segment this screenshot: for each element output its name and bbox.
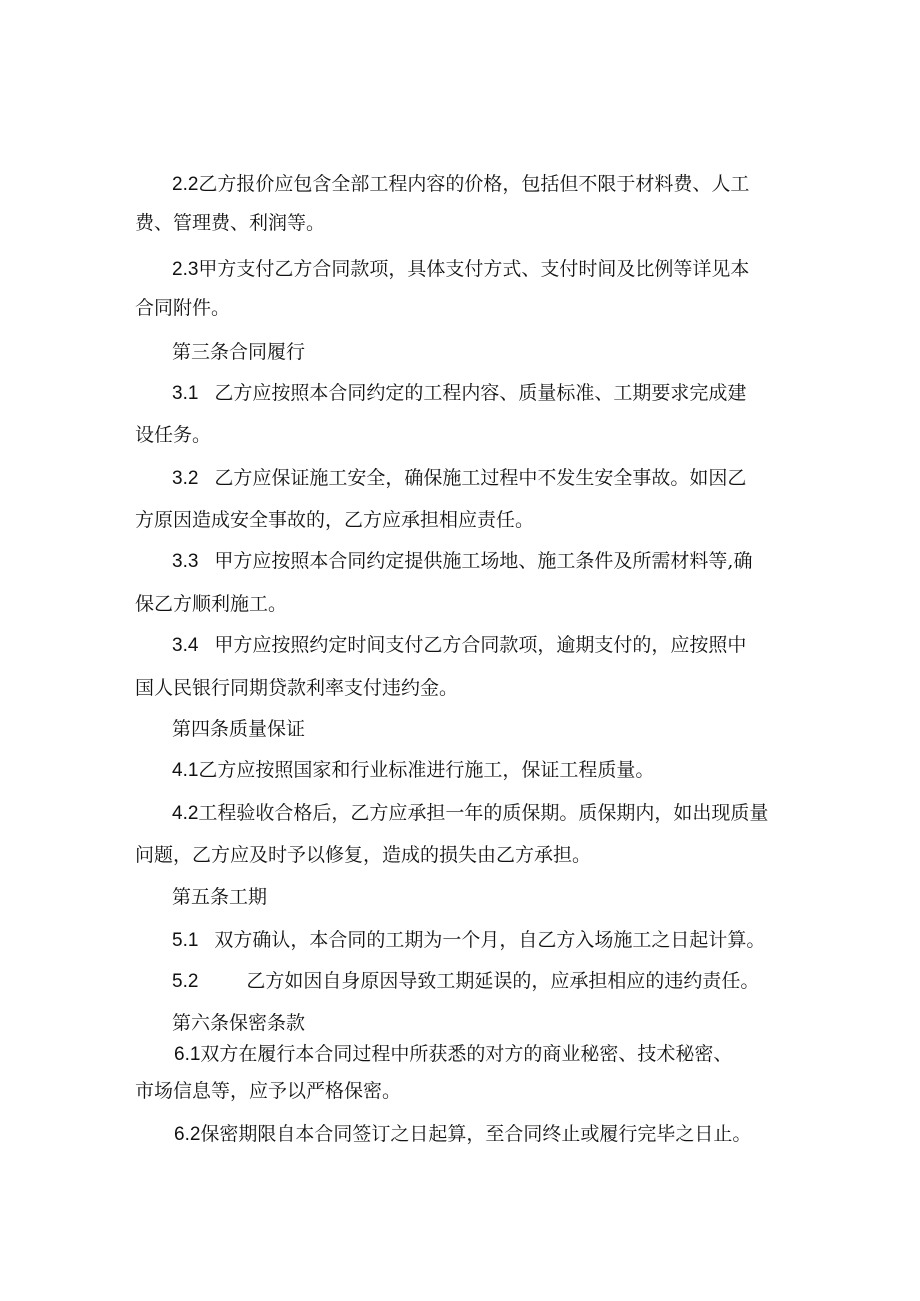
clause-number: 5.1 [172, 930, 199, 951]
clause-text: 乙方报价应包含全部工程内容的价格，包括但不限于材料费、人工 [198, 173, 750, 195]
clause-6-1-line-2: 市场信息等，应予以严格保密。 [135, 1080, 402, 1102]
clause-number: 3.1 [172, 383, 199, 404]
clause-4-2-line-1 [172, 801, 768, 826]
clause-3-4-line-1 [172, 633, 746, 658]
clause-2-2-line-1 [172, 172, 749, 197]
clause-number: 6.2 [174, 1124, 201, 1145]
clause-text: 乙方应按照本合同约定的工程内容、质量标准、工期要求完成建 [214, 382, 747, 404]
clause-2-2-line-2: 费、管理费、利润等。 [135, 212, 326, 234]
clause-text: 甲方支付乙方合同款项，具体支付方式、支付时间及比例等详见本 [198, 258, 750, 280]
clause-3-1-line-2: 设任务。 [135, 424, 212, 446]
clause-3-2-line-2: 方原因造成安全事故的，乙方应承担相应责任。 [135, 509, 535, 531]
clause-number: 2.2 [172, 174, 199, 195]
clause-number: 6.1 [174, 1044, 201, 1065]
clause-text: 乙方如因自身原因导致工期延误的，应承担相应的违约责任。 [246, 970, 760, 992]
section-heading-4: 第四条质量保证 [172, 718, 306, 740]
clause-text: 乙方应按照国家和行业标准进行施工，保证工程质量。 [198, 759, 655, 781]
section-heading-6: 第六条保密条款 [172, 1012, 306, 1034]
clause-6-2-line-1 [174, 1122, 751, 1147]
clause-number: 3.4 [172, 635, 199, 656]
clause-5-1-line-1 [172, 928, 765, 953]
clause-3-3-line-2: 保乙方顺利施工。 [135, 593, 288, 615]
clause-text: 工程验收合格后，乙方应承担一年的质保期。质保期内，如出现质量 [198, 802, 769, 824]
clause-number: 4.2 [172, 803, 199, 824]
clause-4-2-line-2: 问题，乙方应及时予以修复，造成的损失由乙方承担。 [135, 844, 592, 866]
clause-number: 5.2 [172, 971, 199, 992]
clause-text: 乙方应保证施工安全，确保施工过程中不发生安全事故。如因乙 [214, 467, 747, 489]
clause-number: 3.2 [172, 468, 199, 489]
clause-text: 甲方应按照本合同约定提供施工场地、施工条件及所需材料等,确 [214, 550, 753, 572]
clause-number: 2.3 [172, 259, 199, 280]
clause-2-3-line-2: 合同附件。 [135, 297, 231, 319]
section-heading-5: 第五条工期 [172, 886, 268, 908]
clause-2-3-line-1 [172, 257, 749, 282]
clause-3-4-line-2: 国人民银行同期贷款利率支付违约金。 [135, 677, 459, 699]
clause-text: 保密期限自本合同签订之日起算，至合同终止或履行完毕之日止。 [200, 1123, 752, 1145]
clause-text: 双方确认，本合同的工期为一个月，自乙方入场施工之日起计算。 [214, 929, 766, 951]
clause-3-2-line-1 [172, 466, 746, 491]
clause-3-1-line-1 [172, 381, 746, 406]
section-heading-3: 第三条合同履行 [172, 341, 306, 363]
clause-4-1-line-1 [172, 758, 654, 783]
clause-number: 4.1 [172, 760, 199, 781]
clause-text: 双方在履行本合同过程中所获悉的对方的商业秘密、技术秘密、 [200, 1043, 733, 1065]
clause-number: 3.3 [172, 551, 199, 572]
clause-3-3-line-1 [172, 549, 752, 574]
clause-text: 甲方应按照约定时间支付乙方合同款项，逾期支付的，应按照中 [214, 634, 747, 656]
clause-5-2-line-1 [172, 969, 759, 994]
clause-6-1-line-1 [174, 1042, 732, 1067]
